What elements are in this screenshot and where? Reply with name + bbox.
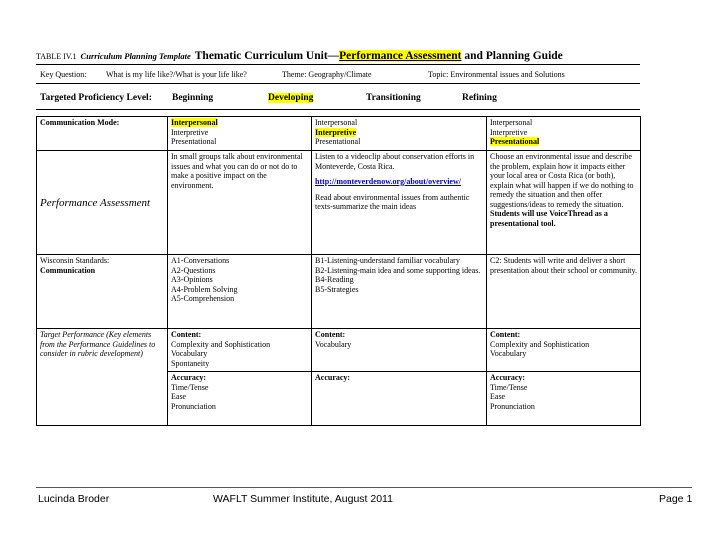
key-question-text: What is my life like?/What is your life like? xyxy=(106,70,247,79)
comm-mode-label: Communication Mode: xyxy=(40,118,120,127)
key-rule xyxy=(36,83,640,84)
content-col2-item1: Vocabulary xyxy=(315,339,352,349)
standards-col1 xyxy=(168,255,312,329)
comm-mode-col2 xyxy=(312,117,487,151)
mode-interpretive-2: Interpretive xyxy=(315,127,357,137)
level-refining: Refining xyxy=(462,93,497,103)
footer-page: Page 1 xyxy=(659,493,693,505)
standard-c2: C2: Students will write and deliver a short presentation about their school or community. xyxy=(490,256,638,275)
level-developing: Developing xyxy=(268,93,314,103)
mode-interpersonal-1: Interpersonal xyxy=(171,118,218,127)
standard-a4: A4-Problem Solving xyxy=(171,284,238,294)
standards-row xyxy=(37,255,641,329)
topic-text: Topic: Environmental issues and Solutions xyxy=(428,70,565,79)
performance-col3 xyxy=(487,151,641,255)
mode-presentational-3: Presentational xyxy=(490,137,540,146)
comm-mode-label-cell xyxy=(37,117,168,151)
accuracy-col3-item2: Ease xyxy=(490,392,506,401)
target-content-row xyxy=(37,329,641,372)
footer-author: Lucinda Broder xyxy=(38,493,110,505)
unit-title: Thematic Curriculum Unit— xyxy=(194,50,340,62)
content-col1 xyxy=(168,329,312,372)
proficiency-rule xyxy=(36,109,640,110)
standards-label: Wisconsin Standards: xyxy=(40,256,110,265)
target-performance-label: Target Performance (Key elements from the Performance Guidelines to consider in rubric development) xyxy=(40,330,156,358)
standard-b2: B2-Listening-main idea and some supporting ideas. xyxy=(315,265,481,275)
content-col1-item2: Vocabulary xyxy=(171,349,208,358)
standard-a3: A3-Opinions xyxy=(171,275,213,284)
unit-title-rest: and Planning Guide xyxy=(461,50,563,62)
standard-a2: A2-Questions xyxy=(171,265,216,275)
content-col3 xyxy=(487,329,641,372)
content-label-2: Content: xyxy=(315,330,346,339)
standard-b1: B1-Listening-understand familiar vocabulary xyxy=(315,256,460,265)
monteverde-link[interactable]: http://monteverdenow.org/about/overview/ xyxy=(315,177,461,186)
performance-col2 xyxy=(312,151,487,255)
accuracy-col1-item2: Ease xyxy=(171,392,187,401)
content-col3-item1: Complexity and Sophistication xyxy=(490,339,590,349)
standards-col3 xyxy=(487,255,641,329)
theme-text: Theme: Geography/Climate xyxy=(282,70,372,79)
content-col1-item3: Spontaneity xyxy=(171,358,210,368)
document-title xyxy=(36,46,563,64)
performance-label: Performance Assessment xyxy=(40,196,151,209)
footer-rule xyxy=(36,487,692,488)
content-col1-item1: Complexity and Sophistication xyxy=(171,339,271,349)
proficiency-label: Targeted Proficiency Level: xyxy=(40,93,152,103)
accuracy-col3-item1: Time/Tense xyxy=(490,382,528,392)
title-rule xyxy=(36,64,640,65)
mode-interpretive-3: Interpretive xyxy=(490,127,528,137)
content-col3-item2: Vocabulary xyxy=(490,349,527,358)
content-label-1: Content: xyxy=(171,330,202,339)
standard-a5: A5-Comprehension xyxy=(171,294,235,303)
performance-col3-bold: Students will use VoiceThread as a presentational tool. xyxy=(490,209,608,228)
table-label: TABLE IV.1 xyxy=(36,52,77,61)
level-beginning: Beginning xyxy=(172,93,214,103)
content-col2 xyxy=(312,329,487,372)
accuracy-label-3: Accuracy: xyxy=(490,373,526,382)
level-transitioning: Transitioning xyxy=(366,93,421,103)
standards-communication: Communication xyxy=(40,265,96,275)
performance-assessment-row xyxy=(37,151,641,255)
performance-label-cell xyxy=(37,151,168,255)
mode-presentational-1: Presentational xyxy=(171,137,217,146)
performance-col1 xyxy=(168,151,312,255)
accuracy-label-2: Accuracy: xyxy=(315,373,351,382)
mode-interpersonal-3: Interpersonal xyxy=(490,118,533,127)
performance-col1-text: In small groups talk about environmental issues and what you can do or not do to make a positive impact on the environment. xyxy=(171,152,303,190)
unit-title-highlight: Performance Assessment xyxy=(339,50,462,62)
communication-mode-row xyxy=(37,117,641,151)
target-label-cell xyxy=(37,329,168,426)
template-name: Curriculum Planning Template xyxy=(80,51,191,61)
standard-b5: B5-Strategies xyxy=(315,284,359,294)
mode-presentational-2: Presentational xyxy=(315,137,361,146)
accuracy-col1-item3: Pronunciation xyxy=(171,401,216,411)
mode-interpersonal-2: Interpersonal xyxy=(315,118,358,127)
comm-mode-col3 xyxy=(487,117,641,151)
accuracy-col3 xyxy=(487,372,641,426)
accuracy-col3-item3: Pronunciation xyxy=(490,401,535,411)
performance-col2-text1: Listen to a videoclip about conservation efforts in Monteverde, Costa Rica. xyxy=(315,152,475,171)
accuracy-col1-item1: Time/Tense xyxy=(171,382,209,392)
accuracy-col1 xyxy=(168,372,312,426)
performance-col3-text: Choose an environmental issue and describe the problem, explain how it impacts either your local area or Costa Rica (or both), explain what will happen if we do nothing to remedy the situation and then offer suggestions/ideas to remedy the situation. xyxy=(490,152,634,209)
key-question-label: Key Question: xyxy=(40,70,87,79)
planning-table xyxy=(36,116,641,426)
mode-interpretive-1: Interpretive xyxy=(171,127,209,137)
accuracy-col2 xyxy=(312,372,487,426)
standards-col2 xyxy=(312,255,487,329)
content-label-3: Content: xyxy=(490,330,521,339)
footer-event: WAFLT Summer Institute, August 2011 xyxy=(213,493,393,505)
accuracy-label-1: Accuracy: xyxy=(171,373,207,382)
standard-b4: B4-Reading xyxy=(315,275,354,284)
performance-col2-text2: Read about environmental issues from authentic texts-summarize the main ideas xyxy=(315,192,470,211)
standard-a1: A1-Conversations xyxy=(171,256,230,265)
standards-label-cell xyxy=(37,255,168,329)
comm-mode-col1 xyxy=(168,117,312,151)
